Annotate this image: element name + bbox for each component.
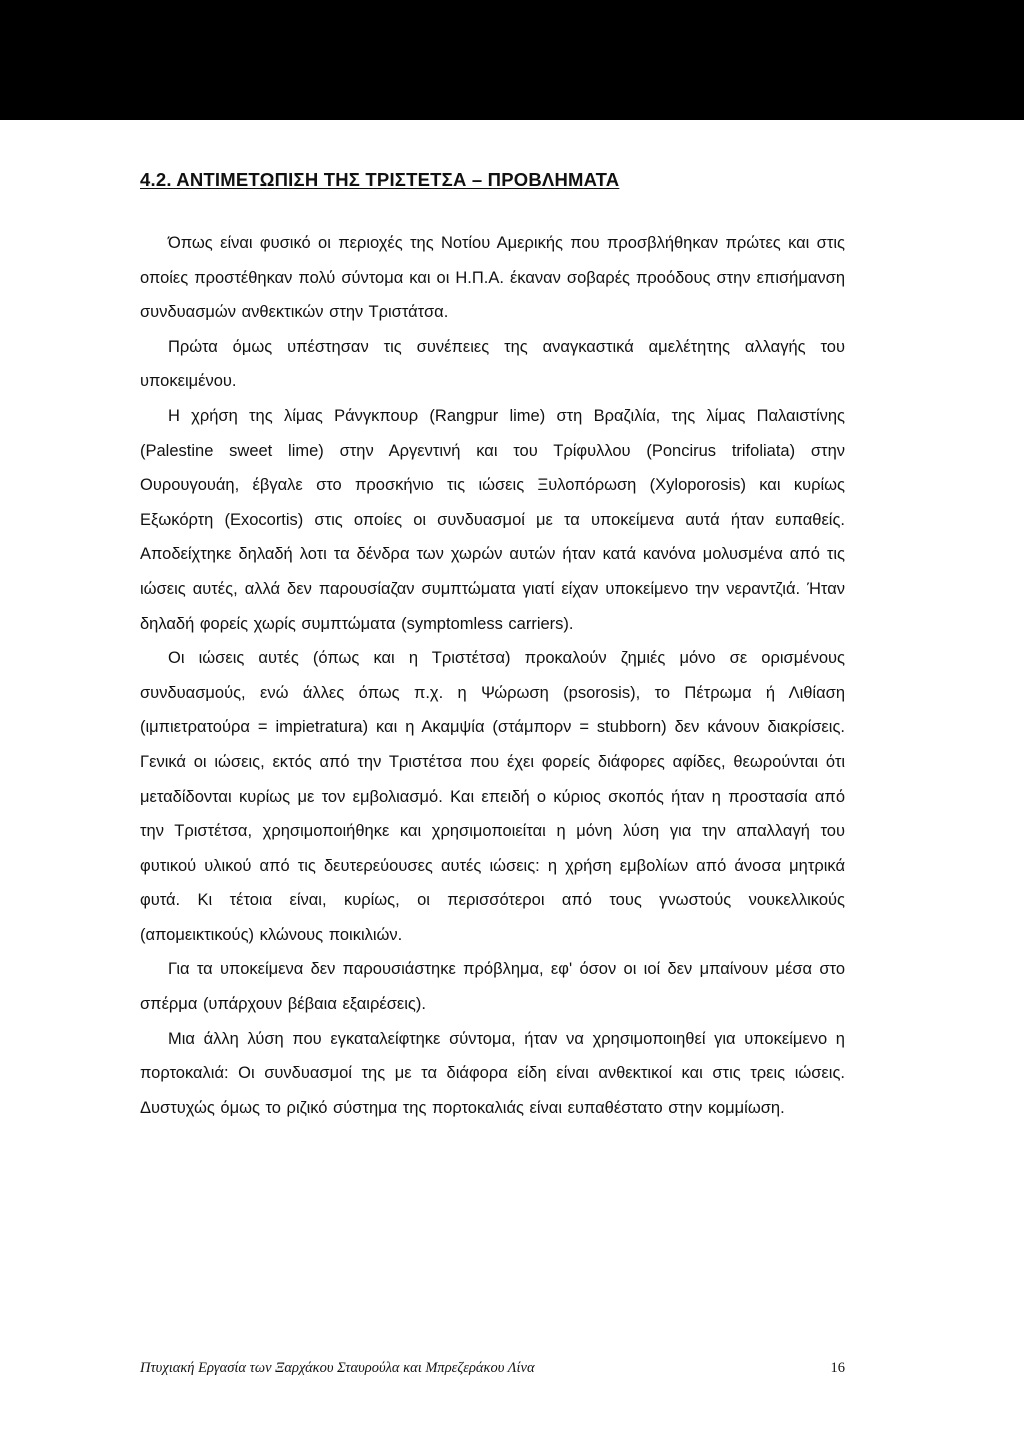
scan-top-band	[0, 0, 1024, 120]
paragraph-4: Οι ιώσεις αυτές (όπως και η Τριστέτσα) προκαλούν ζημιές μόνο σε ορισμένους συνδυασμούς, ενώ άλλες όπως π.χ. η Ψώρωση (psorosis), το Πέτρωμα ή Λιθίαση (ιμπιετρατούρα = impietratura) και η Ακαμψία (στάμπορν = stubborn) δεν κάνουν διακρίσεις. Γενικά οι ιώσεις, εκτός από την Τριστέτσα που έχει φορείς διάφορες αφίδες, θεωρούνται ότι μεταδίδονται κυρίως με τον εμβολιασμό. Και επειδή ο κύριος σκοπός ήταν η προστασία από την Τριστέτσα, χρησιμοποιήθηκε και χρησιμοποιείται η μόνη λύση για την απαλλαγή του φυτικού υλικού από τις δευτερεύουσες αυτές ιώσεις: η χρήση εμβολίων από άνοσα μητρικά φυτά. Κι τέτοια είναι, κυρίως, οι περισσότεροι από τους γνωστούς νουκελλικούς (απομεικτικούς) κλώνους ποικιλιών.	[140, 649, 845, 944]
paragraph-3: Η χρήση της λίμας Ράνγκπουρ (Rangpur lime) στη Βραζιλία, της λίμας Παλαιστίνης (Palestine sweet lime) στην Αργεντινή και του Τρίφυλλου (Poncirus trifoliata) στην Ουρουγουάη, έβγαλε στο προσκήνιο τις ιώσεις Ξυλοπόρωση (Xyloporosis) και κυρίως Εξωκόρτη (Exocortis) στις οποίες οι συνδυασμοί με τα υποκείμενα αυτά ήταν ευπαθείς. Αποδείχτηκε δηλαδή λοτι τα δένδρα των χωρών αυτών ήταν κατά κανόνα μολυσμένα από τις ιώσεις αυτές, αλλά δεν παρουσίαζαν συμπτώματα γιατί είχαν υποκείμενο την νεραντζιά. Ήταν δηλαδή φορείς χωρίς συμπτώματα (symptomless carriers).	[140, 406, 845, 633]
paragraph-2: Πρώτα όμως υπέστησαν τις συνέπειες της αναγκαστικά αμελέτητης αλλαγής του υποκειμένου.	[140, 337, 845, 391]
footer-text: Πτυχιακή Εργασία των Ξαρχάκου Σταυρούλα και Μπρεζεράκου Λίνα	[140, 1360, 535, 1376]
paragraph-5: Για τα υποκείμενα δεν παρουσιάστηκε πρόβλημα, εφ' όσον οι ιοί δεν μπαίνουν μέσα στο σπέρμα (υπάρχουν βέβαια εξαιρέσεις).	[140, 960, 845, 1014]
section-heading: 4.2. ΑΝΤΙΜΕΤΩΠΙΣΗ ΤΗΣ ΤΡΙΣΤΕΤΣΑ – ΠΡΟΒΛΗΜΑΤΑ	[140, 169, 620, 190]
document-body	[140, 168, 845, 1125]
page-footer	[140, 1360, 845, 1377]
page-number: 16	[830, 1360, 845, 1376]
paragraph-6: Μια άλλη λύση που εγκαταλείφτηκε σύντομα, ήταν να χρησιμοποιηθεί για υποκείμενο η πορτοκαλιά: Οι συνδυασμοί της με τα διάφορα είδη είναι ανθεκτικοί και στις τρεις ιώσεις. Δυστυχώς όμως το ριζικό σύστημα της πορτοκαλιάς είναι ευπαθέστατο στην κομμίωση.	[140, 1029, 845, 1117]
paragraph-1: Όπως είναι φυσικό οι περιοχές της Νοτίου Αμερικής που προσβλήθηκαν πρώτες και στις οποίες προστέθηκαν πολύ σύντομα και οι Η.Π.Α. έκαναν σοβαρές προόδους στην επισήμανση συνδυασμών ανθεκτικών στην Τριστάτσα.	[140, 234, 845, 322]
